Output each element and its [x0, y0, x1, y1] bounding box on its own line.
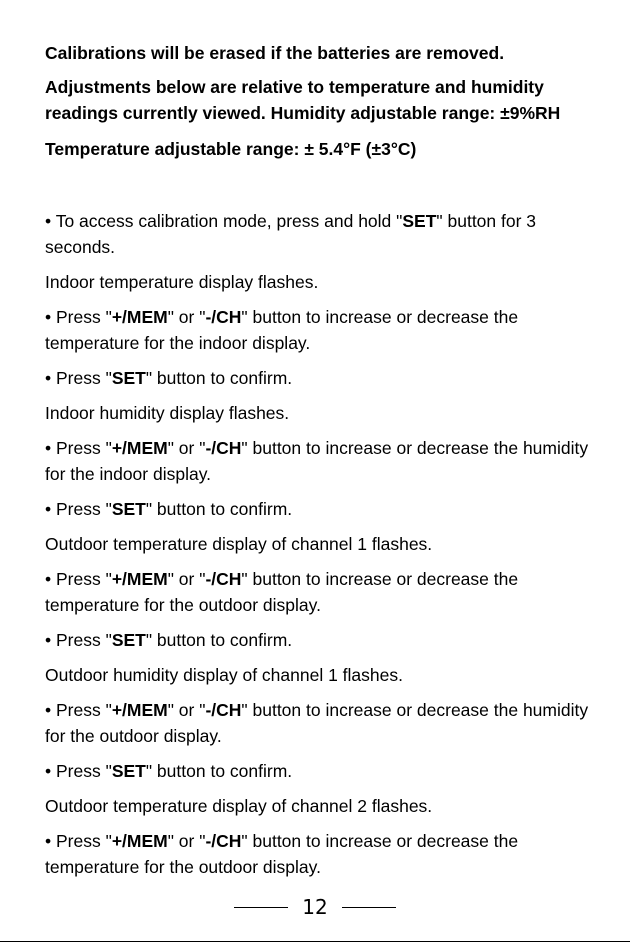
button-name: SET [111, 630, 146, 650]
step-text: " button to confirm. [145, 368, 293, 388]
button-name: SET [402, 211, 437, 231]
button-name: +/MEM [111, 700, 168, 720]
bullet-marker: • [45, 499, 56, 519]
status-line [45, 793, 605, 819]
step-text: Indoor humidity display flashes. [45, 403, 290, 423]
bullet-marker: • [45, 700, 56, 720]
button-name: +/MEM [111, 569, 168, 589]
bullet-marker: • [45, 761, 56, 781]
step-text: Press " [56, 761, 112, 781]
section-gap [45, 162, 605, 208]
step-text: " button to confirm. [145, 761, 293, 781]
step-text: Press " [56, 307, 112, 327]
bullet-step [45, 208, 605, 260]
step-text: Outdoor temperature display of channel 2 flashes. [45, 796, 433, 816]
temperature-range-note: Temperature adjustable range: ± 5.4°F (±3°C) [45, 139, 417, 159]
bullet-marker: • [45, 368, 56, 388]
adjustment-note: Adjustments below are relative to temperature and humidity readings currently viewed. Humidity adjustable range: ±9%RH [45, 77, 561, 123]
bullet-marker: • [45, 438, 56, 458]
bottom-rule [0, 941, 630, 942]
step-text: " button to confirm. [145, 499, 293, 519]
bullet-step [45, 566, 605, 618]
step-text: Outdoor humidity display of channel 1 flashes. [45, 665, 403, 685]
status-line [45, 269, 605, 295]
step-text: Press " [56, 569, 112, 589]
bullet-step [45, 697, 605, 749]
battery-warning: Calibrations will be erased if the batteries are removed. [45, 43, 505, 63]
button-name: SET [111, 368, 146, 388]
step-text: Press " [56, 499, 112, 519]
bullet-step [45, 627, 605, 653]
bullet-step [45, 304, 605, 356]
button-name: +/MEM [111, 438, 168, 458]
button-name: -/CH [205, 569, 242, 589]
step-text: Press " [56, 630, 112, 650]
step-text: Press " [56, 438, 112, 458]
button-name: -/CH [205, 438, 242, 458]
button-name: -/CH [205, 307, 242, 327]
button-name: SET [111, 761, 146, 781]
bullet-step [45, 365, 605, 391]
step-text: " or " [167, 831, 206, 851]
step-text: " or " [167, 700, 206, 720]
footer-dash-right [342, 907, 396, 908]
bullet-marker: • [45, 831, 56, 851]
status-line [45, 400, 605, 426]
calibration-steps [45, 208, 605, 880]
step-text: Indoor temperature display flashes. [45, 272, 319, 292]
button-name: +/MEM [111, 831, 168, 851]
bullet-marker: • [45, 630, 56, 650]
step-text: " button for 3 seconds. [45, 211, 537, 257]
button-name: +/MEM [111, 307, 168, 327]
bullet-step [45, 496, 605, 522]
step-text: Press " [56, 700, 112, 720]
step-text: " or " [167, 569, 206, 589]
step-text: " button to confirm. [145, 630, 293, 650]
step-text: Outdoor temperature display of channel 1 flashes. [45, 534, 433, 554]
bullet-marker: • [45, 569, 56, 589]
button-name: -/CH [205, 831, 242, 851]
step-text: Press " [56, 368, 112, 388]
step-text: " or " [167, 307, 206, 327]
step-text: " button to increase or decrease the humidity for the outdoor display. [45, 700, 589, 746]
bullet-step [45, 828, 605, 880]
step-text: " button to increase or decrease the temperature for the indoor display. [45, 307, 519, 353]
bullet-step [45, 435, 605, 487]
button-name: SET [111, 499, 146, 519]
button-name: -/CH [205, 700, 242, 720]
bullet-marker: • [45, 211, 56, 231]
page-number: 12 [302, 895, 328, 919]
step-text: " or " [167, 438, 206, 458]
page-footer [0, 893, 630, 921]
step-text: To access calibration mode, press and hold " [55, 211, 403, 231]
step-text: Press " [56, 831, 112, 851]
step-text: " button to increase or decrease the humidity for the indoor display. [45, 438, 589, 484]
footer-dash-left [234, 907, 288, 908]
status-line [45, 531, 605, 557]
bullet-step [45, 758, 605, 784]
step-text: " button to increase or decrease the temperature for the outdoor display. [45, 569, 519, 615]
manual-page [45, 40, 605, 889]
status-line [45, 662, 605, 688]
step-text: " button to increase or decrease the temperature for the outdoor display. [45, 831, 519, 877]
bullet-marker: • [45, 307, 56, 327]
